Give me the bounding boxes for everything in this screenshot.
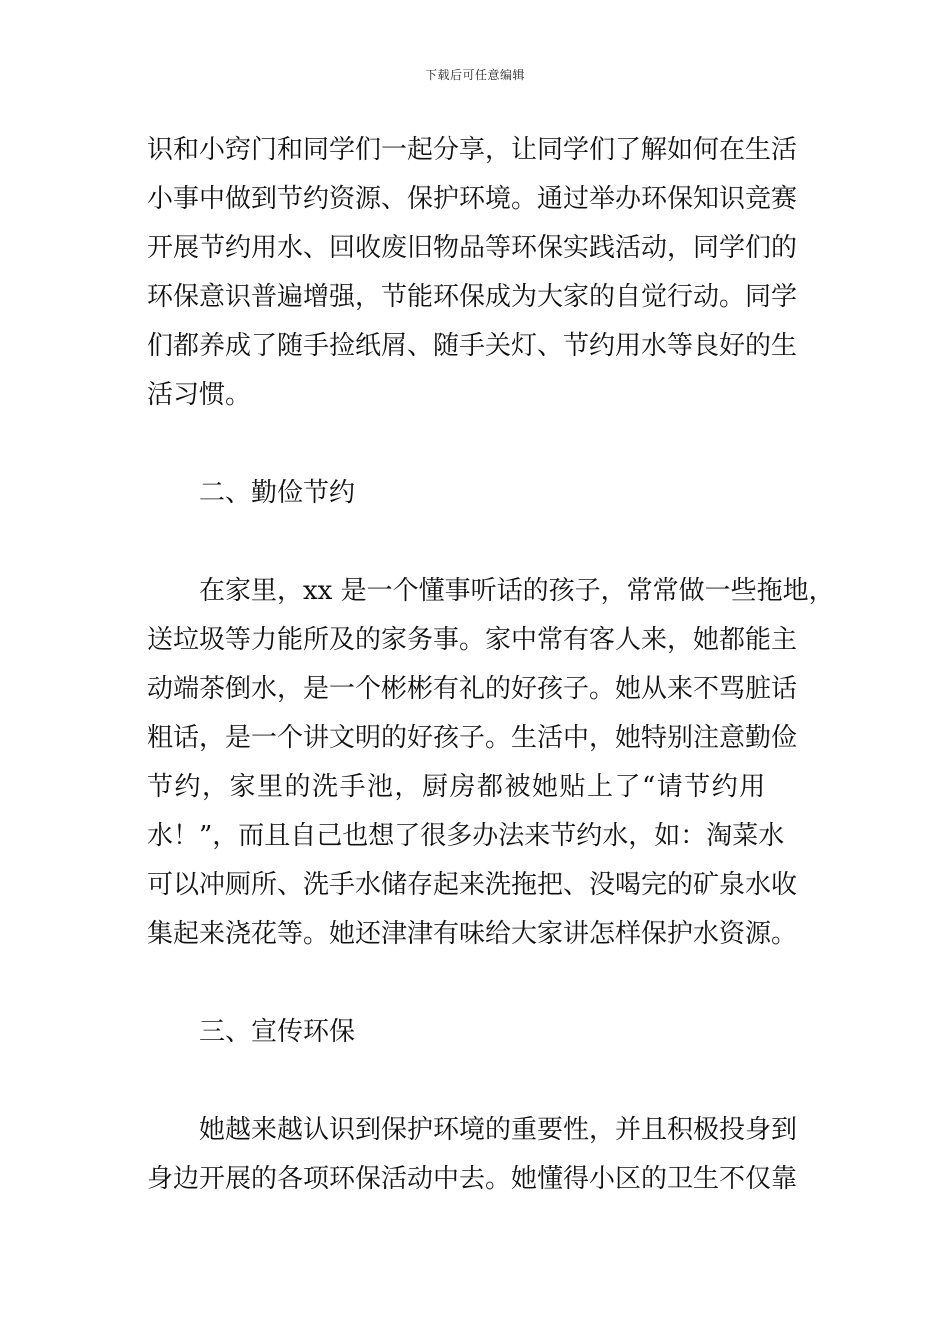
paragraph-line: 开展节约用水、回收废旧物品等环保实践活动，同学们的 — [147, 233, 798, 263]
paragraph-line: 送垃圾等力能所及的家务事。家中常有客人来，她都能主 — [147, 625, 798, 655]
paragraph-line: 们都养成了随手捡纸屑、随手关灯、节约用水等良好的生 — [147, 331, 798, 361]
blank-line — [147, 518, 807, 567]
header-note: 下载后可任意编辑 — [424, 68, 525, 82]
document-body — [147, 126, 835, 1204]
paragraph-line: 粗话，是一个讲文明的好孩子。生活中，她特别注意勤俭 — [147, 723, 798, 753]
paragraph-line: 水！”，而且自己也想了很多办法来节约水，如：淘菜水 — [147, 821, 785, 851]
paragraph-line: 活习惯。 — [147, 380, 252, 410]
paragraph-line: 在家里，xx 是一个懂事听话的孩子，常常做一些拖地， — [199, 576, 835, 606]
paragraph-line: 环保意识普遍增强，节能环保成为大家的自觉行动。同学 — [147, 282, 798, 312]
paragraph-line: 可以冲厕所、洗手水储存起来洗拖把、没喝完的矿泉水收 — [147, 870, 798, 900]
blank-line — [147, 1057, 807, 1106]
section-heading: 三、宣传环保 — [199, 1017, 356, 1047]
section-heading: 二、勤俭节约 — [199, 478, 356, 508]
paragraph-line: 她越来越认识到保护环境的重要性，并且积极投身到 — [199, 1115, 798, 1145]
blank-line — [147, 420, 807, 469]
paragraph-line: 节约，家里的洗手池，厨房都被她贴上了“请节约用 — [147, 772, 767, 802]
paragraph-line: 集起来浇花等。她还津津有味给大家讲怎样保护水资源。 — [147, 919, 798, 949]
paragraph-line: 识和小窍门和同学们一起分享，让同学们了解如何在生活 — [147, 135, 798, 165]
paragraph-line: 身边开展的各项环保活动中去。她懂得小区的卫生不仅靠 — [147, 1164, 798, 1194]
blank-line — [147, 959, 807, 1008]
paragraph-line: 动端茶倒水，是一个彬彬有礼的好孩子。她从来不骂脏话 — [147, 674, 798, 704]
paragraph-line: 小事中做到节约资源、保护环境。通过举办环保知识竞赛 — [147, 184, 798, 214]
